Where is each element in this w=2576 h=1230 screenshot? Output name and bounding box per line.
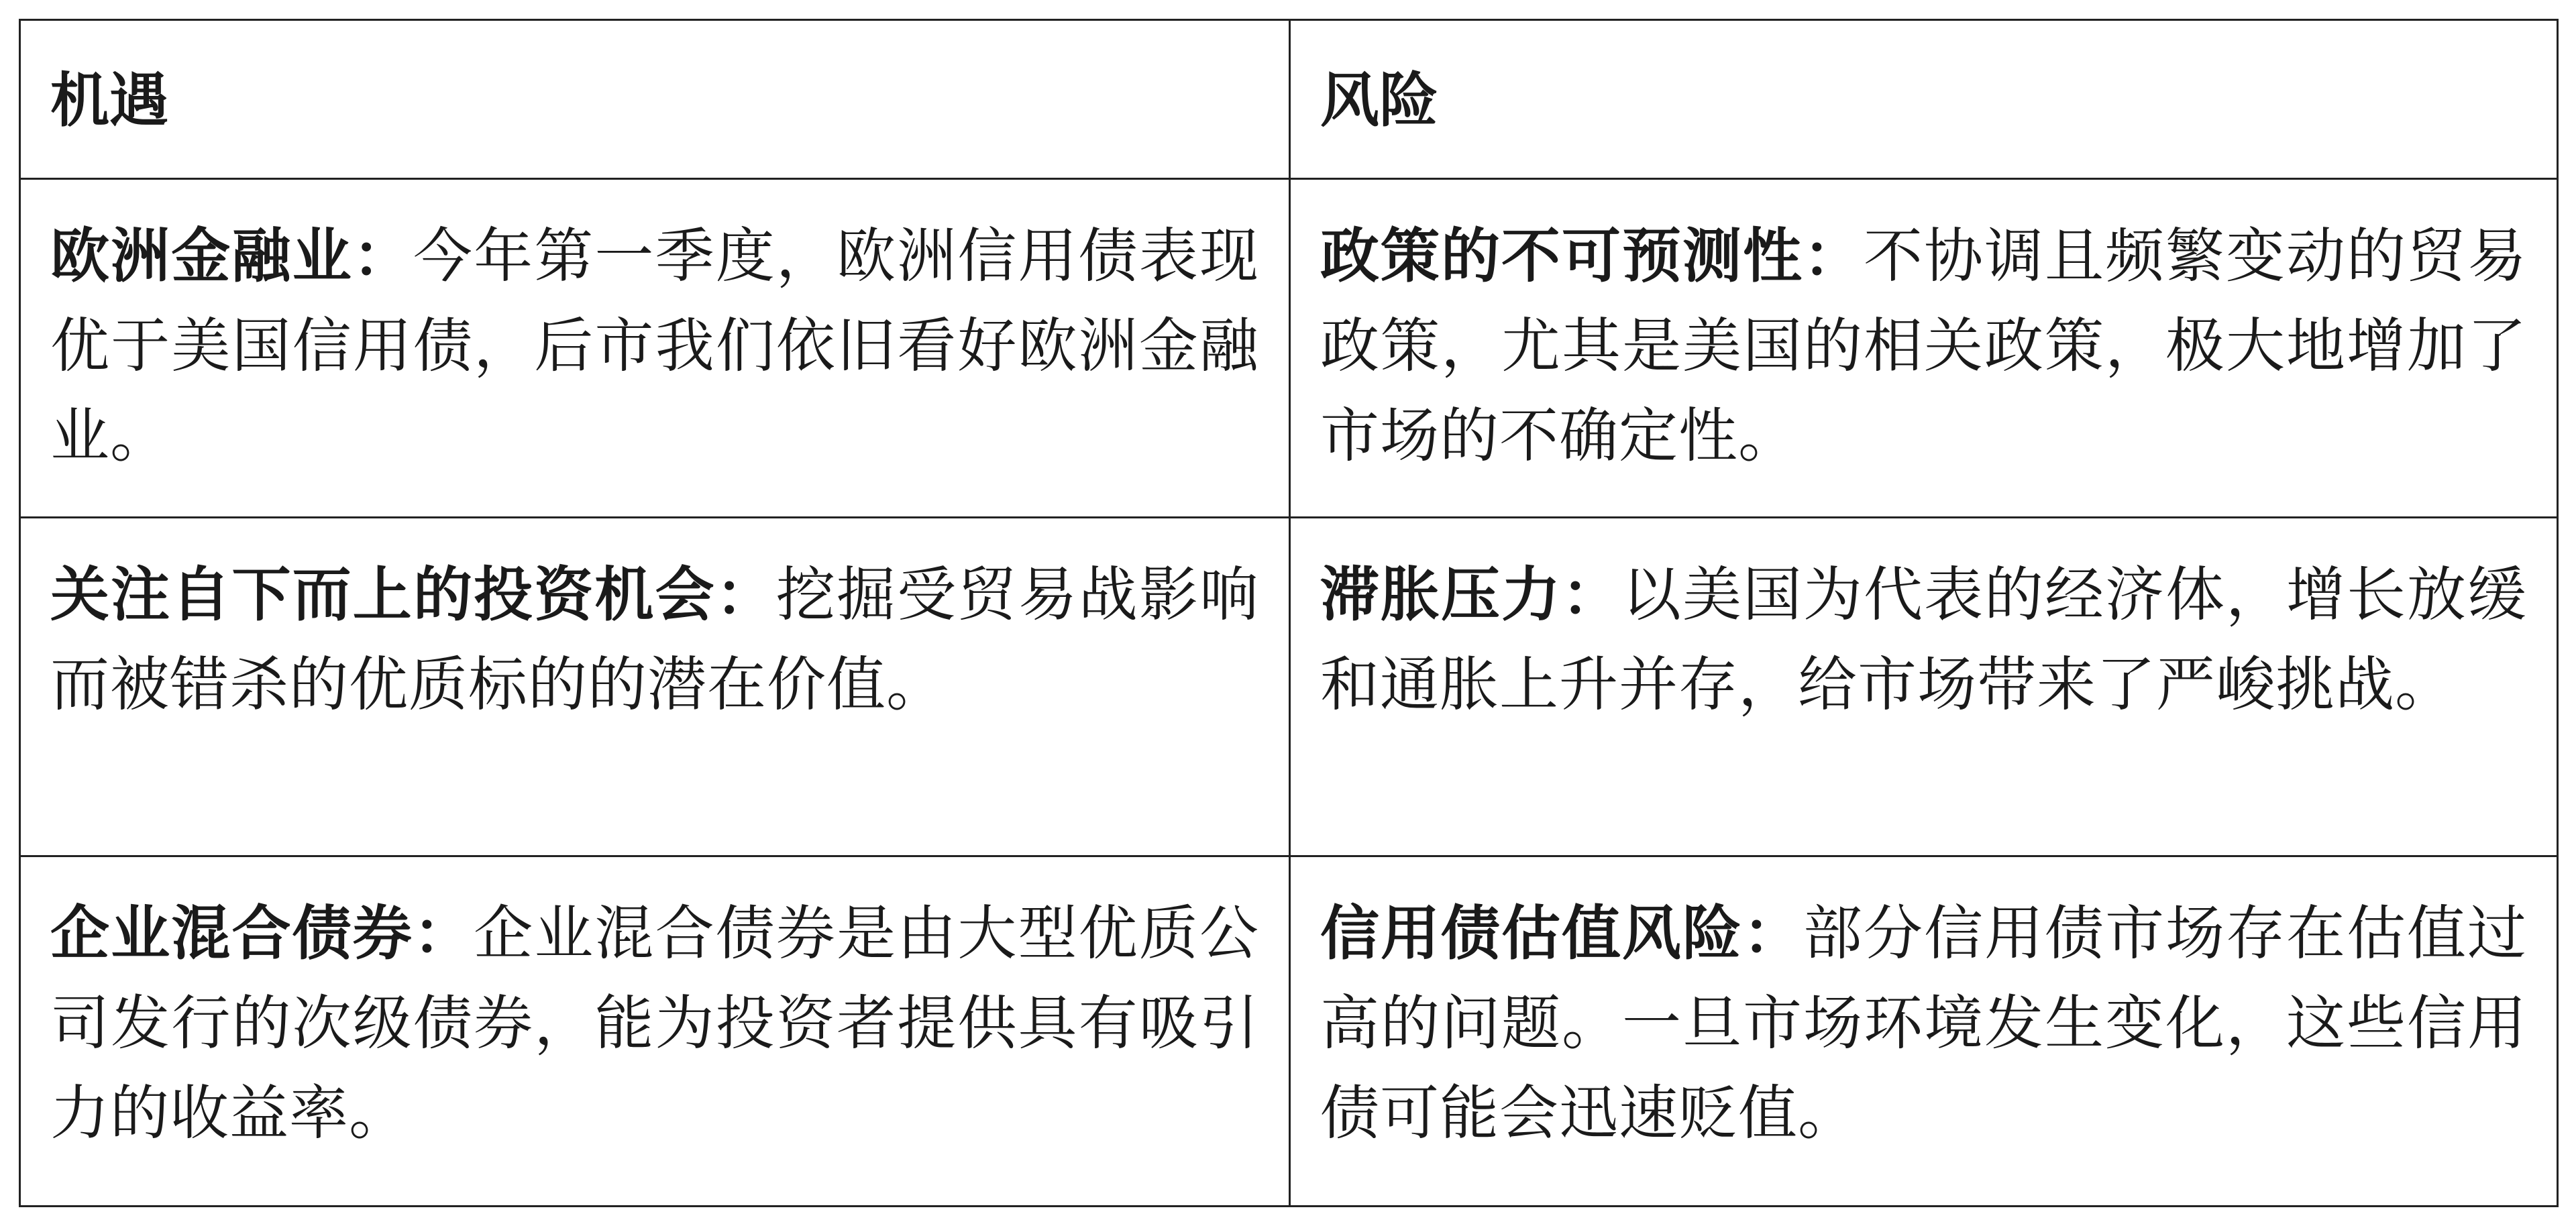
risk-term: 政策的不可预测性： (1320, 221, 1864, 290)
risk-paragraph (1291, 180, 2557, 508)
risk-text: 不协调且频繁变动的贸易政策，尤其是美国的相关政策，极大地增加了市场的不确定性。 (1320, 221, 2527, 470)
risk-term: 信用债估值风险： (1320, 898, 1803, 968)
risk-text: 部分信用债市场存在估值过高的问题。一旦市场环境发生变化，这些信用债可能会迅速贬值。 (1320, 899, 2527, 1148)
opportunity-text: 今年第一季度，欧洲信用债表现优于美国信用债，后市我们依旧看好欧洲金融业。 (50, 221, 1259, 470)
table-row (20, 856, 2558, 1207)
risk-paragraph (1291, 857, 2557, 1185)
header-cell-opportunities (20, 20, 1290, 179)
table-row (20, 518, 2558, 856)
risk-cell (1290, 856, 2558, 1207)
risk-cell (1290, 179, 2558, 518)
opportunity-paragraph (21, 857, 1289, 1185)
table-row (20, 179, 2558, 518)
header-label-opportunities: 机遇 (50, 65, 169, 135)
table-header-row (20, 20, 2558, 179)
risk-paragraph (1291, 518, 2557, 757)
opportunity-paragraph (21, 180, 1289, 508)
opportunity-cell (20, 518, 1290, 856)
header-label-risks: 风险 (1320, 65, 1439, 135)
opportunity-term: 欧洲金融业： (50, 221, 413, 290)
risk-text: 以美国为代表的经济体，增长放缓和通胀上升并存，给市场带来了严峻挑战。 (1320, 560, 2527, 719)
opportunity-text: 挖掘受贸易战影响而被错杀的优质标的的潜在价值。 (50, 560, 1259, 719)
risk-term: 滞胀压力： (1320, 559, 1622, 629)
risk-cell (1290, 518, 2558, 856)
opportunity-cell (20, 856, 1290, 1207)
opportunities-risks-table (19, 19, 2559, 1207)
header-cell-risks (1290, 20, 2558, 179)
opportunity-paragraph (21, 518, 1289, 757)
opportunity-term: 企业混合债券： (50, 898, 474, 968)
opportunity-text: 企业混合债券是由大型优质公司发行的次级债券，能为投资者提供具有吸引力的收益率。 (50, 899, 1259, 1148)
opportunity-cell (20, 179, 1290, 518)
opportunity-term: 关注自下而上的投资机会： (50, 559, 776, 629)
